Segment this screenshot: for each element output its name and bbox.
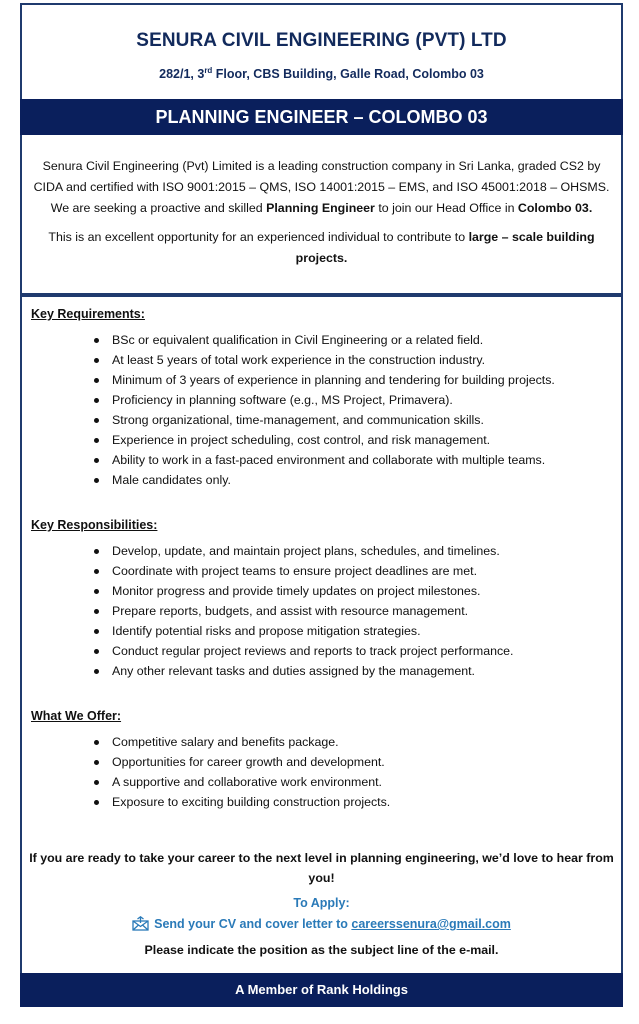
list-item: Conduct regular project reviews and reports to track project performance. [94, 641, 612, 661]
list-item: Opportunities for career growth and development. [94, 752, 612, 772]
list-item: A supportive and collaborative work environment. [94, 772, 612, 792]
list-item: Experience in project scheduling, cost control, and risk management. [94, 430, 612, 450]
list-item: Proficiency in planning software (e.g., MS Project, Primavera). [94, 390, 612, 410]
intro-paragraph-1: Senura Civil Engineering (Pvt) Limited is a leading construction company in Sri Lanka, graded CS2 by CIDA and certified with ISO 9001:2015 – QMS, ISO 14001:2015 – EMS, and ISO 45001:2018 – OHSMS. We are seeking a proactive and skilled Planning Engineer to join our Head Office in Colombo 03. [33, 159, 610, 215]
list-item: Ability to work in a fast-paced environment and collaborate with multiple teams. [94, 450, 612, 470]
list-item: BSc or equivalent qualification in Civil Engineering or a related field. [94, 330, 612, 350]
apply-label: To Apply: [293, 896, 350, 910]
offer-section [31, 709, 612, 812]
responsibilities-heading: Key Responsibilities: [31, 518, 158, 532]
requirements-list [31, 330, 612, 490]
list-item: Male candidates only. [94, 470, 612, 490]
intro-text [30, 156, 613, 269]
list-item: At least 5 years of total work experience in the construction industry. [94, 350, 612, 370]
company-address: 282/1, 3rd Floor, CBS Building, Galle Road, Colombo 03 [159, 66, 484, 82]
responsibilities-list [31, 541, 612, 681]
footer-band: A Member of Rank Holdings [20, 973, 623, 1007]
list-item: Strong organizational, time-management, and communication skills. [94, 410, 612, 430]
list-item: Exposure to exciting building construction projects. [94, 792, 612, 812]
list-item: Monitor progress and provide timely updates on project milestones. [94, 581, 612, 601]
mail-icon [132, 916, 149, 934]
list-item: Competitive salary and benefits package. [94, 732, 612, 752]
apply-instruction: Send your CV and cover letter to careerssenura@gmail.com [22, 916, 621, 934]
email-link[interactable]: careerssenura@gmail.com [351, 917, 511, 931]
requirements-section [31, 307, 612, 490]
subject-line-note: Please indicate the position as the subject line of the e-mail. [144, 943, 499, 957]
job-ad-frame [20, 3, 623, 1005]
job-title-band: PLANNING ENGINEER – COLOMBO 03 [20, 99, 623, 135]
list-item: Prepare reports, budgets, and assist with resource management. [94, 601, 612, 621]
offer-list [31, 732, 612, 812]
list-item: Coordinate with project teams to ensure project deadlines are met. [94, 561, 612, 581]
requirements-heading: Key Requirements: [31, 307, 145, 321]
responsibilities-section [31, 518, 612, 681]
list-item: Minimum of 3 years of experience in planning and tendering for building projects. [94, 370, 612, 390]
intro-paragraph-2: This is an excellent opportunity for an experienced individual to contribute to large – scale building projects. [48, 230, 595, 265]
list-item: Any other relevant tasks and duties assigned by the management. [94, 661, 612, 681]
list-item: Identify potential risks and propose mitigation strategies. [94, 621, 612, 641]
list-item: Develop, update, and maintain project plans, schedules, and timelines. [94, 541, 612, 561]
offer-heading: What We Offer: [31, 709, 122, 723]
closing-statement: If you are ready to take your career to the next level in planning engineering, we’d love to hear from you! [29, 851, 614, 885]
section-divider [20, 293, 623, 297]
company-name: SENURA CIVIL ENGINEERING (PVT) LTD [136, 30, 507, 51]
